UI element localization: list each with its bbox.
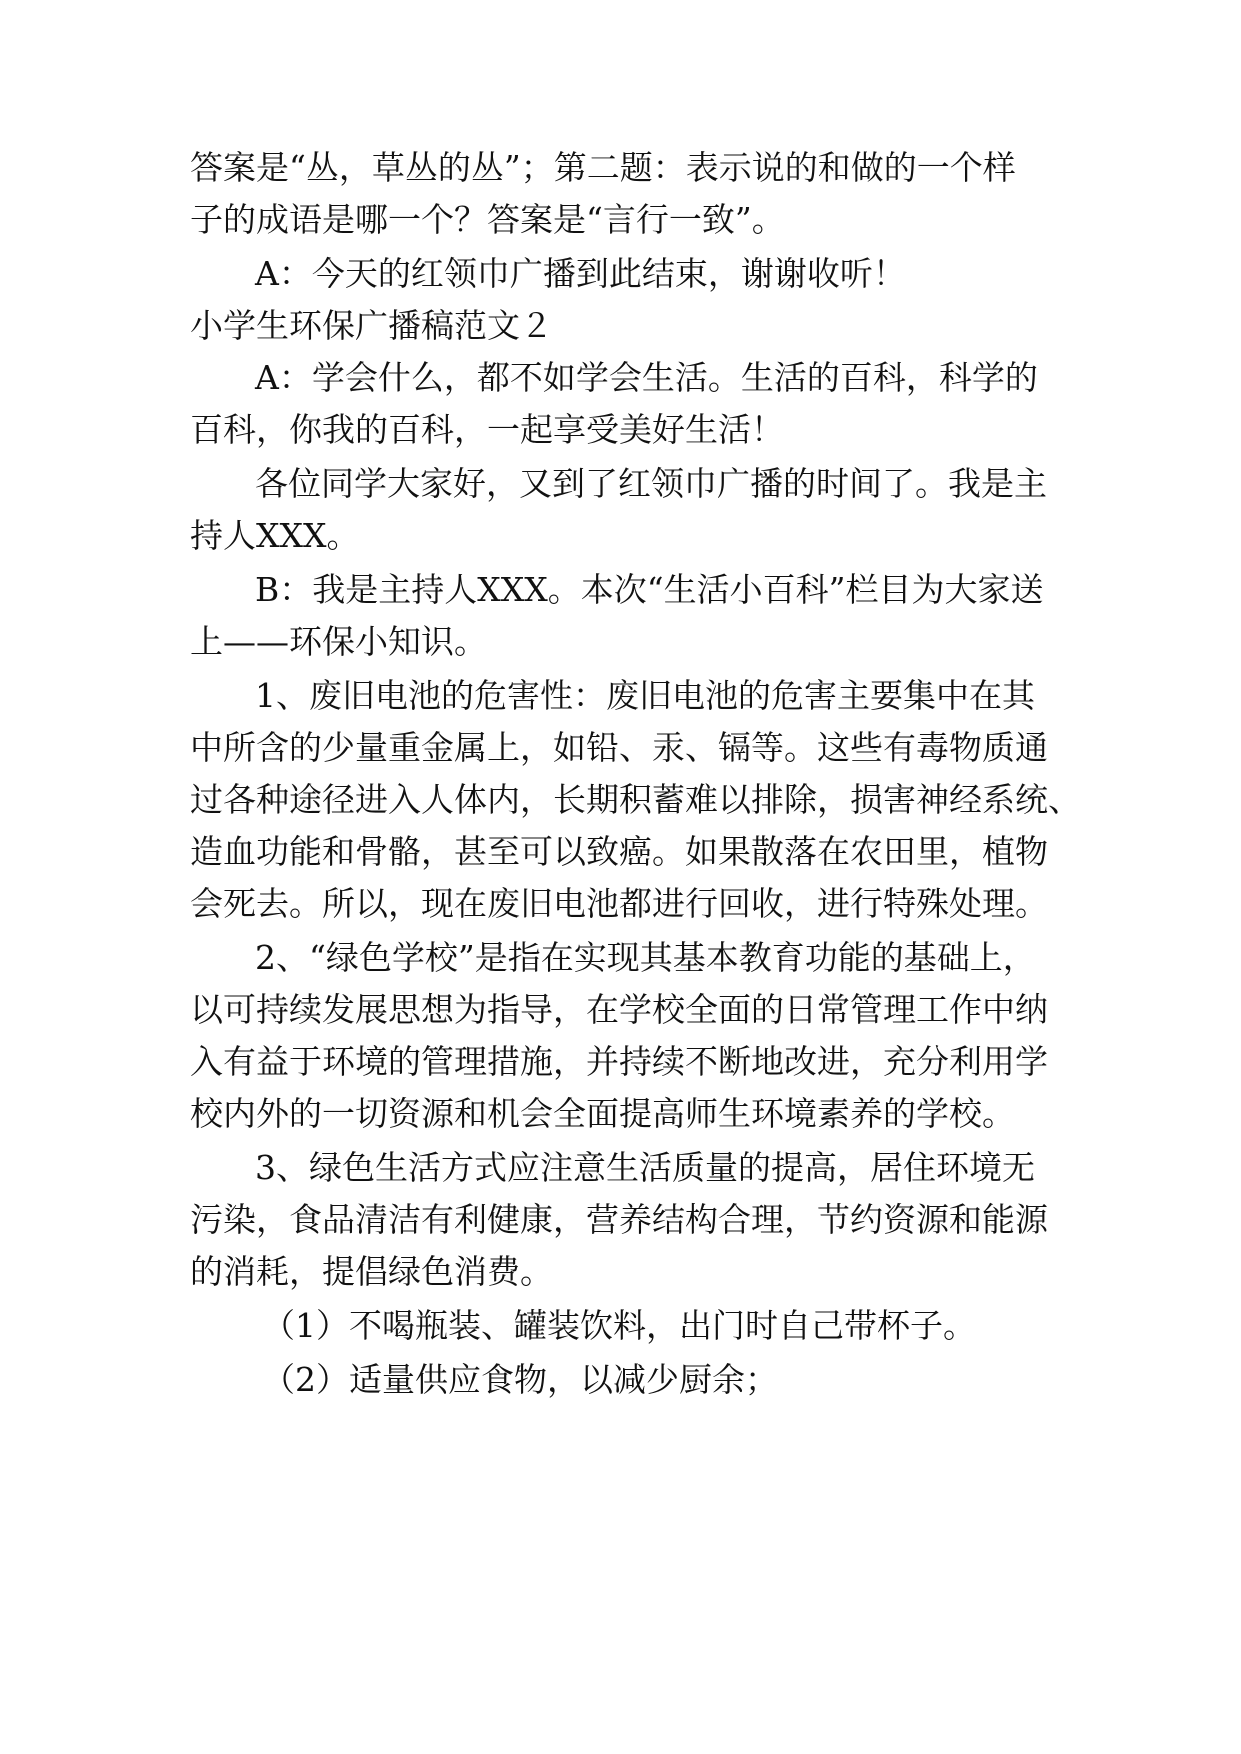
text-line: A：学会什么，都不如学会生活。生活的百科，科学的 — [255, 358, 1038, 397]
text-line: 会死去。所以，现在废旧电池都进行回收，进行特殊处理。 — [190, 884, 1048, 923]
list-item: （1）不喝瓶装、罐装饮料，出门时自己带杯子。 — [262, 1306, 976, 1345]
text-line: 持人XXX。 — [190, 516, 360, 555]
text-line: 以可持续发展思想为指导，在学校全面的日常管理工作中纳 — [190, 990, 1048, 1029]
text-line: 百科，你我的百科，一起享受美好生活！ — [190, 410, 784, 449]
section-heading: 小学生环保广播稿范文２ — [190, 306, 553, 345]
text-line: 校内外的一切资源和机会全面提高师生环境素养的学校。 — [190, 1094, 1015, 1133]
text-line: 过各种途径进入人体内，长期积蓄难以排除，损害神经系统、 — [190, 780, 1081, 819]
text-line: 1、废旧电池的危害性：废旧电池的危害主要集中在其 — [255, 676, 1035, 715]
text-line: 造血功能和骨骼，甚至可以致癌。如果散落在农田里，植物 — [190, 832, 1048, 871]
text-line: 污染，食品清洁有利健康，营养结构合理，节约资源和能源 — [190, 1200, 1048, 1239]
text-line: B：我是主持人XXX。本次“生活小百科”栏目为大家送 — [255, 570, 1044, 609]
text-line: 3、绿色生活方式应注意生活质量的提高，居住环境无 — [255, 1148, 1035, 1187]
text-line: 各位同学大家好，又到了红领巾广播的时间了。我是主 — [255, 464, 1047, 503]
text-line: 2、“绿色学校”是指在实现其基本教育功能的基础上， — [255, 938, 1036, 977]
text-line: 中所含的少量重金属上，如铅、汞、镉等。这些有毒物质通 — [190, 728, 1048, 767]
text-line: 入有益于环境的管理措施，并持续不断地改进，充分利用学 — [190, 1042, 1048, 1081]
text-line: 子的成语是哪一个？答案是“言行一致”。 — [190, 200, 785, 239]
text-line: 答案是“丛，草丛的丛”；第二题：表示说的和做的一个样 — [190, 148, 1016, 187]
text-line: 的消耗，提倡绿色消费。 — [190, 1252, 553, 1291]
text-line: 上——环保小知识。 — [190, 622, 487, 661]
text-line: A：今天的红领巾广播到此结束，谢谢收听！ — [255, 254, 906, 293]
list-item: （2）适量供应食物，以减少厨余； — [262, 1360, 778, 1399]
